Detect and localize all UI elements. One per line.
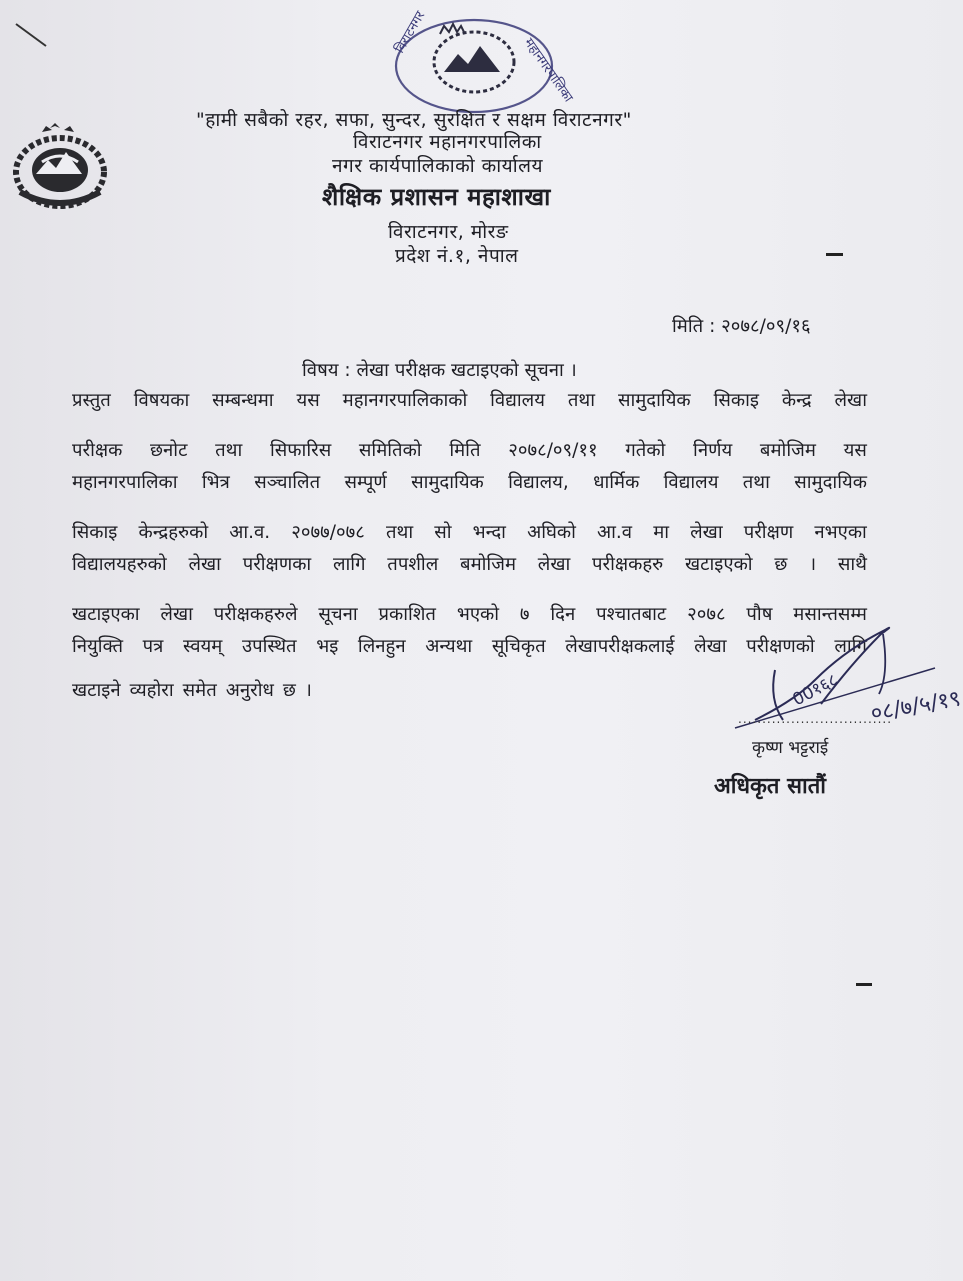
body-word: नभएका xyxy=(814,522,867,543)
body-word: समितिको xyxy=(358,440,422,461)
body-word: परीक्षकहरु xyxy=(592,554,664,575)
body-word: भन्दा xyxy=(472,522,506,543)
body-word: विषयका xyxy=(133,390,190,411)
body-word: २०७८ xyxy=(687,604,726,625)
seal-text-right: महानगरपालिका xyxy=(520,35,576,106)
body-word: विद्यालय xyxy=(663,472,719,493)
body-word: सम्बन्धमा xyxy=(212,390,274,411)
body-word: छ xyxy=(774,554,788,575)
body-word: यस xyxy=(843,440,867,461)
org-name: विराटनगर महानगरपालिका xyxy=(353,131,542,153)
body-word: ७ xyxy=(519,604,530,625)
body-word: खटाइएका xyxy=(72,604,140,625)
body-word: महानगरपालिका xyxy=(72,472,178,493)
body-word: सो xyxy=(434,522,452,543)
body-word: मसान्तसम्म xyxy=(793,604,867,625)
nepal-emblem-logo xyxy=(6,122,114,214)
signature-dots: ................................ xyxy=(738,712,893,726)
body-word: २०७८/०९/११ xyxy=(508,440,598,461)
handwritten-number: 00१६८ xyxy=(789,670,842,711)
body-word: । xyxy=(809,554,817,575)
body-word: सिफारिस xyxy=(269,440,332,461)
body-word: परीक्षणका xyxy=(242,554,312,575)
body-word: केन्द्र xyxy=(781,390,812,411)
body-line xyxy=(72,387,867,412)
body-word: यस xyxy=(296,390,320,411)
body-word: छ xyxy=(282,680,296,701)
body-word: सम्पूर्ण xyxy=(344,472,387,493)
body-word: लेखा xyxy=(188,554,221,575)
body-word: सञ्चालित xyxy=(254,472,321,493)
seal-text-left: विराटनगर xyxy=(392,8,429,56)
body-word: मा xyxy=(653,522,670,543)
body-word: दिन xyxy=(550,604,576,625)
body-word: लेखा xyxy=(834,390,867,411)
body-word: लेखा xyxy=(160,604,193,625)
body-word: लागि xyxy=(332,554,366,575)
body-word: सामुदायिक xyxy=(617,390,691,411)
body-word: छनोट xyxy=(150,440,188,461)
body-word: आ.व xyxy=(597,522,633,543)
body-word: लेखा xyxy=(690,522,723,543)
body-word: महानगरपालिकाको xyxy=(342,390,468,411)
handwritten-note: ०८/७/५/१९ xyxy=(868,686,963,727)
body-word: तथा xyxy=(215,440,243,461)
body-word: निर्णय xyxy=(693,440,733,461)
body-word: भइ xyxy=(316,636,339,657)
body-word: प्रकाशित xyxy=(378,604,436,625)
body-word: स्वयम् xyxy=(183,636,223,657)
body-word: साथै xyxy=(837,554,867,575)
body-word: धार्मिक xyxy=(593,472,640,493)
body-word: आ.व. xyxy=(229,522,271,543)
body-word: प्रस्तुत xyxy=(72,390,111,411)
department-title: शैक्षिक प्रशासन महाशाखा xyxy=(322,183,551,211)
address-line-2: प्रदेश नं.१, नेपाल xyxy=(395,245,519,267)
body-word: लागि xyxy=(834,636,867,657)
edge-mark xyxy=(826,253,843,256)
edge-mark xyxy=(856,983,872,986)
body-word: २०७७/०७८ xyxy=(291,522,365,543)
body-line xyxy=(72,551,867,576)
body-word: पत्र xyxy=(142,636,164,657)
slogan: "हामी सबैको रहर, सफा, सुन्दर, सुरक्षित र सक्षम विराटनगर" xyxy=(196,109,632,131)
body-line xyxy=(72,519,867,544)
address-line-1: विराटनगर, मोरङ xyxy=(388,221,509,243)
document-date: मिति : २०७८/०९/१६ xyxy=(672,316,811,337)
body-word: गतेको xyxy=(625,440,666,461)
body-word: तथा xyxy=(742,472,770,493)
body-word: सूचना xyxy=(318,604,358,625)
body-word: बमोजिम xyxy=(759,440,816,461)
body-word: तपशील xyxy=(387,554,439,575)
body-word: पश्चातबाट xyxy=(596,604,667,625)
body-word: विद्यालयहरुको xyxy=(72,554,167,575)
signatory-name: कृष्ण भट्टराई xyxy=(752,738,829,758)
body-word: विद्यालय, xyxy=(508,472,569,493)
body-word: तथा xyxy=(385,522,414,543)
body-word: नियुक्ति xyxy=(72,636,124,657)
body-word: खटाइने xyxy=(72,680,121,701)
body-word: परीक्षण xyxy=(743,522,794,543)
body-line xyxy=(72,469,867,494)
body-word: तथा xyxy=(567,390,596,411)
body-word: लेखापरीक्षकलाई xyxy=(565,636,675,657)
corner-mark xyxy=(14,22,50,54)
body-word: अन्यथा xyxy=(425,636,473,657)
body-word: । xyxy=(304,680,312,701)
body-line xyxy=(72,437,867,462)
body-word: सिकाइ xyxy=(713,390,759,411)
subject-line: विषय : लेखा परीक्षक खटाइएको सूचना । xyxy=(302,360,577,381)
body-word: भित्र xyxy=(201,472,230,493)
body-word: अनुरोध xyxy=(225,680,274,701)
body-word: परीक्षणको xyxy=(746,636,815,657)
body-word: विद्यालय xyxy=(490,390,545,411)
body-word: सामुदायिक xyxy=(794,472,867,493)
office-name: नगर कार्यपालिकाको कार्यालय xyxy=(332,155,544,177)
body-word: समेत xyxy=(182,680,217,701)
body-word: व्यहोरा xyxy=(129,680,174,701)
body-word: सूचिकृत xyxy=(491,636,546,657)
body-word: लेखा xyxy=(537,554,571,575)
signatory-designation: अधिकृत सातौं xyxy=(714,774,826,799)
body-word: बमोजिम xyxy=(460,554,517,575)
body-word: केन्द्रहरुको xyxy=(138,522,209,543)
body-word: परीक्षकहरुले xyxy=(213,604,298,625)
body-word: लेखा xyxy=(694,636,727,657)
body-word: सिकाइ xyxy=(72,522,118,543)
body-word: लिनहुन xyxy=(357,636,406,657)
body-word: अघिको xyxy=(527,522,576,543)
body-word: उपस्थित xyxy=(241,636,297,657)
body-word: सामुदायिक xyxy=(411,472,484,493)
body-word: भएको xyxy=(456,604,500,625)
body-word: खटाइएको xyxy=(685,554,753,575)
body-word: परीक्षक xyxy=(72,440,123,461)
body-word: पौष xyxy=(746,604,773,625)
body-word: मिति xyxy=(449,440,481,461)
